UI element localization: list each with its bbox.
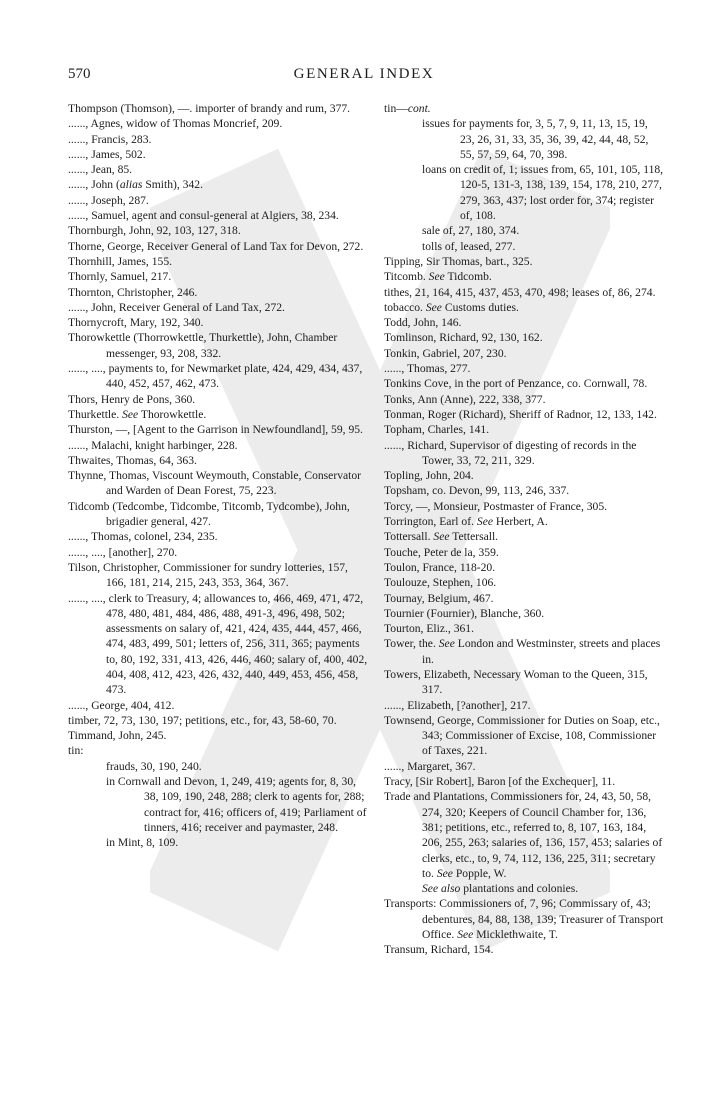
index-entry: Tower, the. See London and Westminster, streets and places in.: [384, 637, 661, 666]
index-entry: Todd, John, 146.: [384, 316, 462, 330]
index-entry: Toulouze, Stephen, 106.: [384, 576, 497, 590]
index-entry: sale of, 27, 180, 374.: [422, 224, 520, 238]
index-entry: Tonman, Roger (Richard), Sheriff of Radnor, 12, 133, 142.: [384, 407, 657, 421]
index-entry: ......, Margaret, 367.: [384, 759, 476, 773]
index-entry: timber, 72, 73, 130, 197; petitions, etc., for, 43, 58-60, 70.: [68, 713, 337, 727]
index-entry: Timmand, John, 245.: [68, 729, 167, 743]
index-entry: ......, Agnes, widow of Thomas Moncrief, 209.: [68, 117, 283, 131]
index-entry: tobacco. See Customs duties.: [384, 300, 519, 314]
index-entry: Tonks, Ann (Anne), 222, 338, 377.: [384, 392, 546, 406]
index-entry: tin—cont.: [384, 102, 431, 115]
index-entry: ......, ...., [another], 270.: [68, 545, 178, 559]
index-entry: ......, ...., clerk to Treasury, 4; allowances to, 466, 469, 471, 472, 478, 480, 481, 484, 486, 488, 491-3, 496, 498, 502; assessments on salary of, 421, 424, 435, 444, 457, 466, 474, 483, 499, 501; letters of, 256, 311, 365; payments to, 80, 192, 331, 413, 426, 446, 460; salary of, 400, 402, 404, 408, 412, 423, 426, 432, 440, 449, 453, 456, 458, 473.: [68, 591, 368, 697]
index-entry: issues for payments for, 3, 5, 7, 9, 11, 13, 15, 19, 23, 26, 31, 33, 35, 36, 39, 42, 44, 48, 52, 55, 57, 59, 64, 70, 398.: [422, 117, 649, 161]
index-entry: ......, Francis, 283.: [68, 132, 152, 146]
right-column: [384, 101, 664, 958]
index-entry: Tonkin, Gabriel, 207, 230.: [384, 346, 507, 360]
index-entry: Thompson (Thomson), —. importer of brandy and rum, 377.: [68, 102, 351, 115]
running-title: GENERAL INDEX: [293, 66, 435, 82]
index-entry: Tracy, [Sir Robert], Baron [of the Exchequer], 11.: [384, 775, 616, 789]
index-entry: ......, Samuel, agent and consul-general at Algiers, 38, 234.: [68, 209, 339, 223]
index-entry: ......, James, 502.: [68, 147, 146, 161]
index-entry: ......, Malachi, knight harbinger, 228.: [68, 438, 238, 452]
index-entry: Thors, Henry de Pons, 360.: [68, 392, 196, 406]
index-entry: ......, Jean, 85.: [68, 163, 133, 177]
index-entry: See also plantations and colonies.: [422, 882, 579, 896]
index-entry: Transports: Commissioners of, 7, 96; Commissary of, 43; debentures, 84, 88, 138, 139; Treasurer of Transport Office. See Micklethwaite, T.: [384, 897, 664, 942]
index-entry: Tipping, Sir Thomas, bart., 325.: [384, 254, 533, 268]
index-entry: Thornton, Christopher, 246.: [68, 285, 198, 299]
index-entry: in Mint, 8, 109.: [106, 836, 179, 850]
index-entry: Torrington, Earl of. See Herbert, A.: [384, 515, 548, 529]
index-entry: Thornhill, James, 155.: [68, 254, 173, 268]
index-entry: Tottersall. See Tettersall.: [384, 530, 499, 544]
index-entry: tin:: [68, 744, 84, 758]
index-entry: Thurkettle. See Thorowkettle.: [68, 407, 207, 421]
index-entry: Thorowkettle (Thorrowkettle, Thurkettle), John, Chamber messenger, 93, 208, 332.: [68, 331, 338, 360]
index-entry: Topsham, co. Devon, 99, 113, 246, 337.: [384, 484, 570, 498]
index-entry: Tonkins Cove, in the port of Penzance, co. Cornwall, 78.: [384, 377, 648, 391]
index-entry: Tidcomb (Tedcombe, Tidcombe, Titcomb, Tydcombe), John, brigadier general, 427.: [68, 499, 350, 529]
index-entry: Titcomb. See Tidcomb.: [384, 270, 492, 284]
index-entry: Thornburgh, John, 92, 103, 127, 318.: [68, 224, 241, 238]
index-entry: loans on credit of, 1; issues from, 65, 101, 105, 118, 120-5, 131-3, 138, 139, 154, 178, 210, 277, 279, 363, 437; lost order for, 374; register of, 108.: [422, 163, 664, 223]
left-column: [68, 101, 370, 851]
index-entry: Thornly, Samuel, 217.: [68, 270, 172, 284]
index-entry: Topham, Charles, 141.: [384, 423, 490, 437]
index-entry: Thurston, —, [Agent to the Garrison in Newfoundland], 59, 95.: [68, 423, 363, 437]
index-entry: Torcy, —, Monsieur, Postmaster of France, 305.: [384, 499, 608, 513]
index-entry: ......, Elizabeth, [?another], 217.: [384, 698, 531, 712]
index-entry: Tilson, Christopher, Commissioner for sundry lotteries, 157, 166, 181, 214, 215, 243, 353, 364, 367.: [68, 560, 348, 590]
index-entry: Thornycroft, Mary, 192, 340.: [68, 316, 204, 330]
index-entry: Thorne, George, Receiver General of Land Tax for Devon, 272.: [68, 239, 364, 253]
index-entry: Tourton, Eliz., 361.: [384, 622, 474, 636]
page-header: [68, 66, 660, 88]
index-entry: ......, Joseph, 287.: [68, 193, 149, 207]
index-entry: Towers, Elizabeth, Necessary Woman to the Queen, 315, 317.: [384, 667, 648, 697]
index-entry: frauds, 30, 190, 240.: [106, 759, 202, 773]
index-entry: Touche, Peter de la, 359.: [384, 545, 499, 559]
index-entry: Thwaites, Thomas, 64, 363.: [68, 453, 197, 467]
index-entry: Trade and Plantations, Commissioners for, 24, 43, 50, 58, 274, 320; Keepers of Council Chamber for, 136, 381; petitions, etc., referred to, 8, 107, 163, 184, 206, 255, 263; salaries of, 136, 157, 453; salaries of clerks, etc., to, 9, 74, 112, 136, 225, 311; secretary to. See Popple, W.: [384, 790, 663, 880]
index-entry: Tournay, Belgium, 467.: [384, 591, 494, 605]
index-entry: ......, George, 404, 412.: [68, 698, 175, 712]
index-entry: tithes, 21, 164, 415, 437, 453, 470, 498; leases of, 86, 274.: [384, 285, 656, 299]
index-entry: Transum, Richard, 154.: [384, 943, 494, 957]
index-entry: Toulon, France, 118-20.: [384, 560, 496, 574]
index-entry: tolls of, leased, 277.: [422, 239, 516, 253]
index-entry: ......, John (alias Smith), 342.: [68, 178, 203, 192]
index-entry: ......, ...., payments to, for Newmarket plate, 424, 429, 434, 437, 440, 452, 457, 462, 473.: [68, 362, 363, 391]
index-entry: in Cornwall and Devon, 1, 249, 419; agents for, 8, 30, 38, 109, 190, 248, 288; clerk to agents for, 288; contract for, 416; officers of, 419; Parliament of tinners, 416; receiver and paymaster, 248.: [106, 775, 367, 834]
index-entry: ......, Thomas, colonel, 234, 235.: [68, 530, 218, 544]
index-entry: Tournier (Fournier), Blanche, 360.: [384, 606, 545, 620]
page-number: 570: [68, 66, 91, 82]
index-entry: ......, Richard, Supervisor of digesting of records in the Tower, 33, 72, 211, 329.: [384, 438, 637, 467]
index-entry: Townsend, George, Commissioner for Duties on Soap, etc., 343; Commissioner of Excise, 108, Commissioner of Taxes, 221.: [384, 713, 660, 758]
index-entry: Tomlinson, Richard, 92, 130, 162.: [384, 331, 543, 345]
index-entry: ......, Thomas, 277.: [384, 362, 471, 376]
index-entry: ......, John, Receiver General of Land Tax, 272.: [68, 300, 285, 314]
index-entry: Thynne, Thomas, Viscount Weymouth, Constable, Conservator and Warden of Dean Forest, 75, 223.: [68, 469, 362, 498]
index-entry: Topling, John, 204.: [384, 469, 474, 483]
